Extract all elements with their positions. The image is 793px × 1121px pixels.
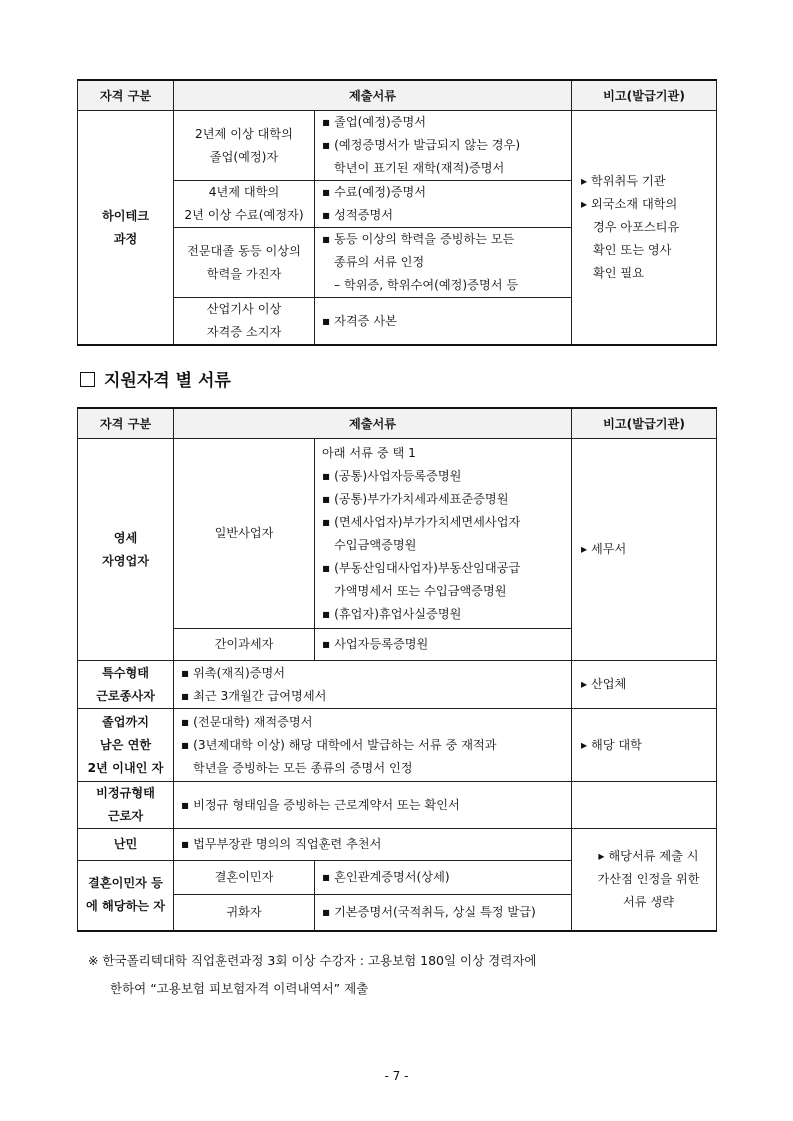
docs-2yr-graduate: ▪ 졸업(예정)증명서 ▪ (예정증명서가 발급되지 않는 경우) 학년이 표기된 재학(재적)증명서 xyxy=(315,111,572,181)
docs-refugee: ▪ 법무부장관 명의의 직업훈련 추천서 xyxy=(174,829,572,861)
docs-irregular-workers: ▪ 비정규 형태임을 증빙하는 근로계약서 또는 확인서 xyxy=(174,782,572,829)
header-issuer: 비고(발급기관) xyxy=(572,408,717,439)
sub-industrial-engineer: 산업기사 이상 자격증 소지자 xyxy=(174,298,315,346)
category-self-employed: 영세 자영업자 xyxy=(78,439,174,661)
docs-4yr-completion: ▪ 수료(예정)증명서 ▪ 성적증명서 xyxy=(315,181,572,228)
section-heading: 지원자격 별 서류 xyxy=(80,366,231,391)
header-issuer: 비고(발급기관) xyxy=(572,80,717,111)
docs-marriage-migrant: ▪ 혼인관계증명서(상세) xyxy=(315,861,572,895)
hightech-docs-table xyxy=(77,79,717,346)
note-marriage: ▸ 해당서류 제출 시 가산점 인정을 위한 서류 생략 xyxy=(572,829,717,931)
sub-simple-taxpayer: 간이과세자 xyxy=(174,629,315,661)
sub-marriage-migrant: 결혼이민자 xyxy=(174,861,315,895)
category-marriage-migrants: 결혼이민자 등 에 해당하는 자 xyxy=(78,861,174,931)
note-tax-office: ▸ 세무서 xyxy=(572,439,717,661)
sub-4yr-completion: 4년제 대학의 2년 이상 수료(예정자) xyxy=(174,181,315,228)
header-documents: 제출서류 xyxy=(174,80,572,111)
header-qualification: 자격 구분 xyxy=(78,80,174,111)
footnote: ※ 한국폴리텍대학 직업훈련과정 3회 이상 수강자 : 고용보험 180일 이상 경력자에 한하여 “고용보험 피보험자격 이력내역서” 제출 xyxy=(88,953,537,996)
header-documents: 제출서류 xyxy=(174,408,572,439)
header-qualification: 자격 구분 xyxy=(78,408,174,439)
docs-naturalized: ▪ 기본증명서(국적취득, 상실 특정 발급) xyxy=(315,895,572,931)
sub-equivalent-education: 전문대졸 동등 이상의 학력을 가진자 xyxy=(174,228,315,298)
note-workplace: ▸ 산업체 xyxy=(572,661,717,709)
docs-equivalent-education: ▪ 동등 이상의 학력을 증빙하는 모든 종류의 서류 인정 – 학위증, 학위수여(예정)증명서 등 xyxy=(315,228,572,298)
note-hightech: ▸ 학위취득 기관 ▸ 외국소재 대학의 경우 아포스티유 확인 또는 영사 확인 필요 xyxy=(572,111,717,346)
category-hightech: 하이테크 과정 xyxy=(78,111,174,346)
sub-naturalized: 귀화자 xyxy=(174,895,315,931)
docs-special-workers: ▪ 위촉(재직)증명서 ▪ 최근 3개월간 급여명세서 xyxy=(174,661,572,709)
note-irregular-empty xyxy=(572,782,717,829)
docs-general-business: 아래 서류 중 택 1 ▪ (공통)사업자등록증명원 ▪ (공통)부가가치세과세표준증명원 ▪ (면세사업자)부가가치세면세사업자 수입금액증명원 ▪ (부동산임대사업자)부동산임대공급 가액명세서 또는 수입금액증명원 ▪ (휴업자)휴업사실증명원 xyxy=(315,439,572,629)
category-special-workers: 특수형태 근로종사자 xyxy=(78,661,174,709)
qualification-docs-table xyxy=(77,407,717,932)
sub-general-business: 일반사업자 xyxy=(174,439,315,629)
category-irregular-workers: 비정규형태 근로자 xyxy=(78,782,174,829)
checkbox-square-icon xyxy=(80,372,95,387)
category-refugee: 난민 xyxy=(78,829,174,861)
page-number: - 7 - xyxy=(384,1069,409,1083)
docs-graduating: ▪ (전문대학) 재적증명서 ▪ (3년제대학 이상) 해당 대학에서 발급하는 서류 중 재적과 학년을 증빙하는 모든 종류의 증명서 인정 xyxy=(174,709,572,782)
docs-simple-taxpayer: ▪ 사업자등록증명원 xyxy=(315,629,572,661)
sub-2yr-graduate: 2년제 이상 대학의 졸업(예정)자 xyxy=(174,111,315,181)
category-graduating: 졸업까지 남은 연한 2년 이내인 자 xyxy=(78,709,174,782)
docs-industrial-engineer: ▪ 자격증 사본 xyxy=(315,298,572,346)
note-university: ▸ 해당 대학 xyxy=(572,709,717,782)
